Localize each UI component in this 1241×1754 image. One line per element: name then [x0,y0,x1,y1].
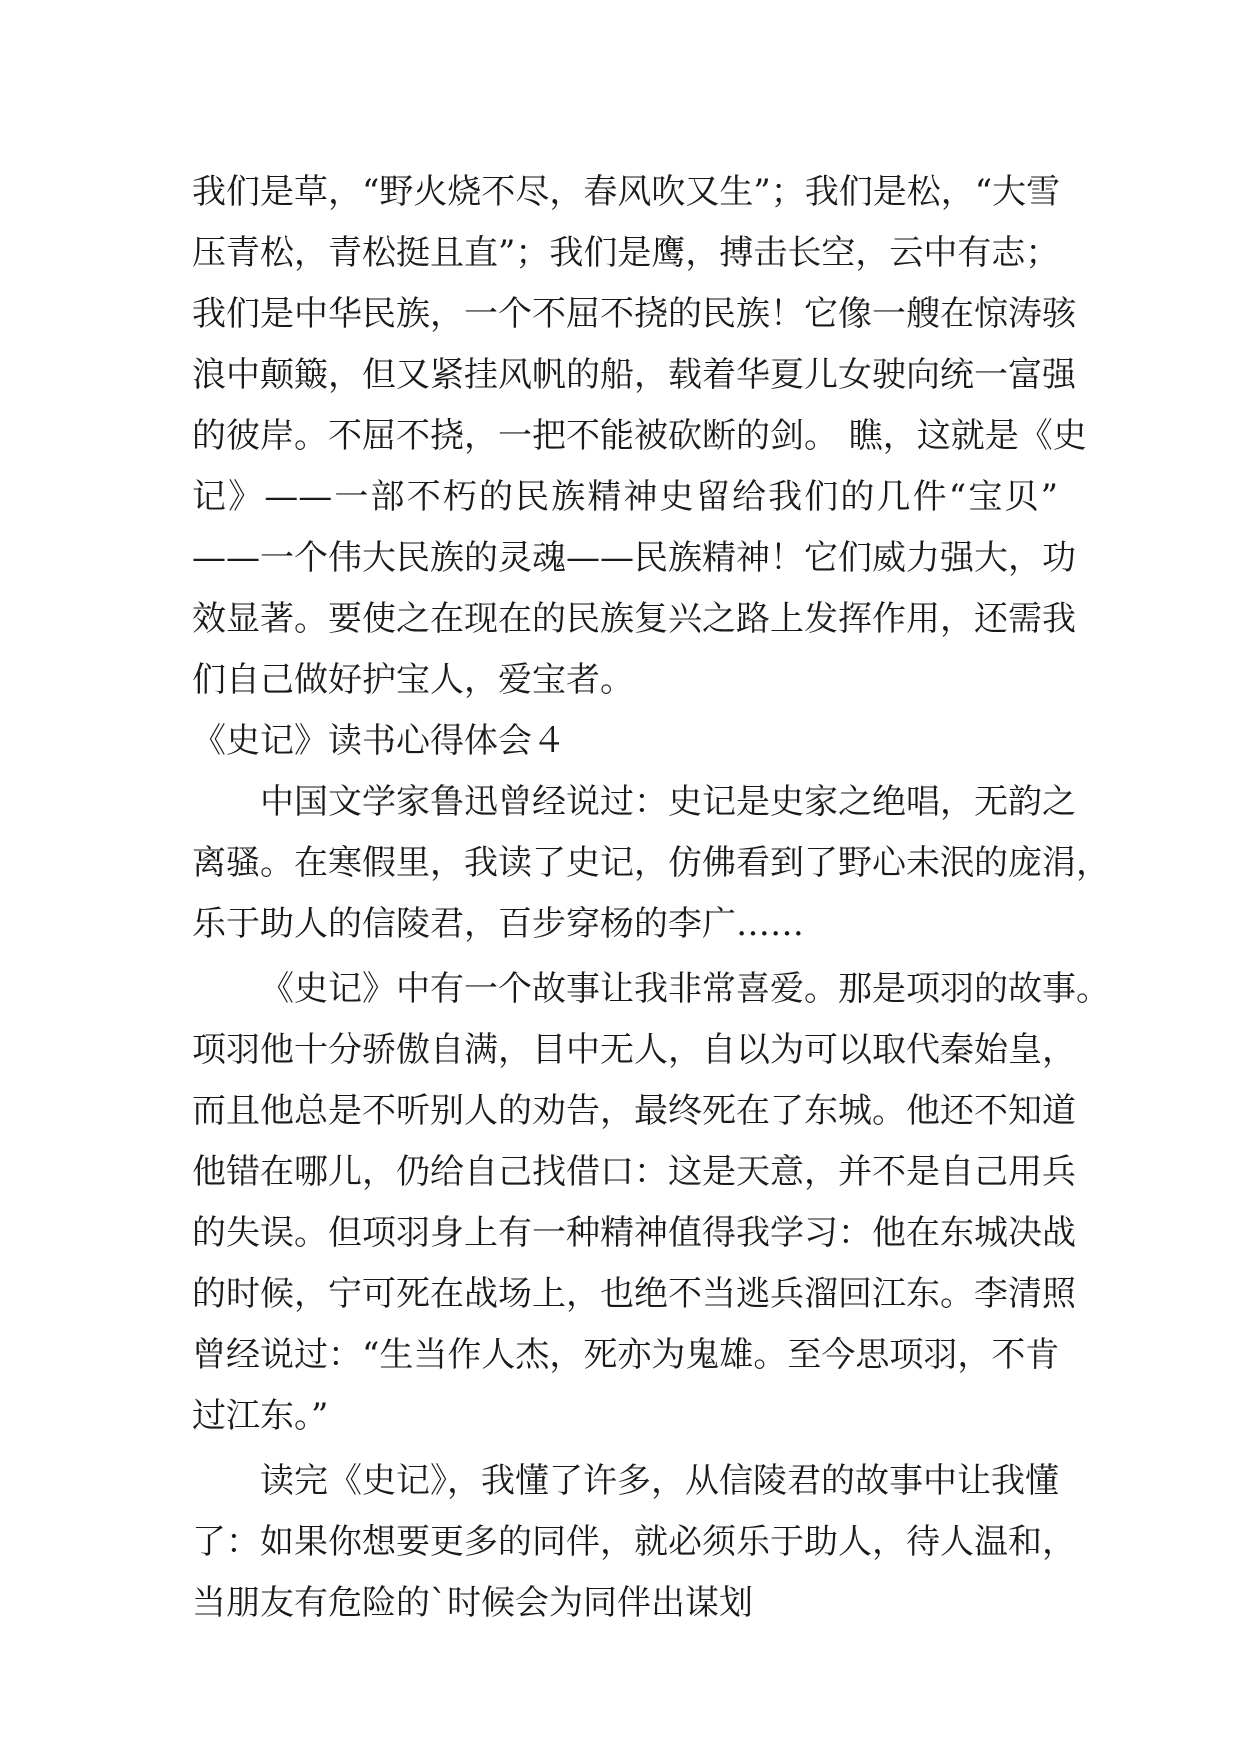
text-line: 读完《史记》，我懂了许多，从信陵君的故事中让我懂 [260,1461,1059,1501]
paragraph-after-reading [192,1451,1076,1634]
text-line: 我们是中华民族，一个不屈不挠的民族！它像一艘在惊涛骇 [192,294,1076,334]
text-line: 我们是草，“野火烧不尽，春风吹又生”；我们是松，“大雪 [192,172,1061,212]
text-line: 的彼岸。不屈不挠，一把不能被砍断的剑。 瞧，这就是《史 [192,416,1087,456]
section-heading: 《史记》读书心得体会４ [192,721,566,761]
paragraph-lu-xun-quote [192,772,1110,955]
text-line: 们自己做好护宝人，爱宝者。 [192,660,634,700]
text-line: 效显著。要使之在现在的民族复兴之路上发挥作用，还需我 [192,599,1076,639]
text-line: 的失误。但项羽身上有一种精神值得我学习：他在东城决战 [192,1213,1076,1253]
text-line: 他错在哪儿，仍给自己找借口：这是天意，并不是自己用兵 [192,1152,1076,1192]
paragraph-xiang-yu [192,959,1110,1447]
text-line: 浪中颠簸，但又紧挂风帆的船，载着华夏儿女驶向统一富强 [192,355,1076,395]
text-line: 而且他总是不听别人的劝告，最终死在了东城。他还不知道 [192,1091,1076,1131]
paragraph-national-spirit [192,162,1087,711]
text-line: 离骚。在寒假里，我读了史记，仿佛看到了野心未泯的庞涓， [192,843,1110,883]
text-line: 曾经说过：“生当作人杰，死亦为鬼雄。至今思项羽，不肯 [192,1335,1060,1375]
text-line: 压青松，青松挺且直”；我们是鹰，搏击长空，云中有志； [192,233,1060,273]
text-line: 乐于助人的信陵君，百步穿杨的李广…… [192,904,804,944]
text-line: 《史记》中有一个故事让我非常喜爱。那是项羽的故事。 [260,969,1110,1009]
text-line: 项羽他十分骄傲自满，目中无人，自以为可以取代秦始皇， [192,1030,1076,1070]
text-line: 过江东。” [192,1396,329,1436]
document-body [192,162,1110,1634]
text-line: 记》——一部不朽的民族精神史留给我们的几件“宝贝” [192,477,1058,517]
text-line: 中国文学家鲁迅曾经说过：史记是史家之绝唱，无韵之 [260,782,1076,822]
text-line: ——一个伟大民族的灵魂——民族精神！它们威力强大，功 [192,538,1076,578]
text-line: 当朋友有危险的`时候会为同伴出谋划 [192,1583,753,1623]
text-line: 的时候，宁可死在战场上，也绝不当逃兵溜回江东。李清照 [192,1274,1076,1314]
text-line: 了：如果你想要更多的同伴，就必须乐于助人，待人温和， [192,1522,1076,1562]
